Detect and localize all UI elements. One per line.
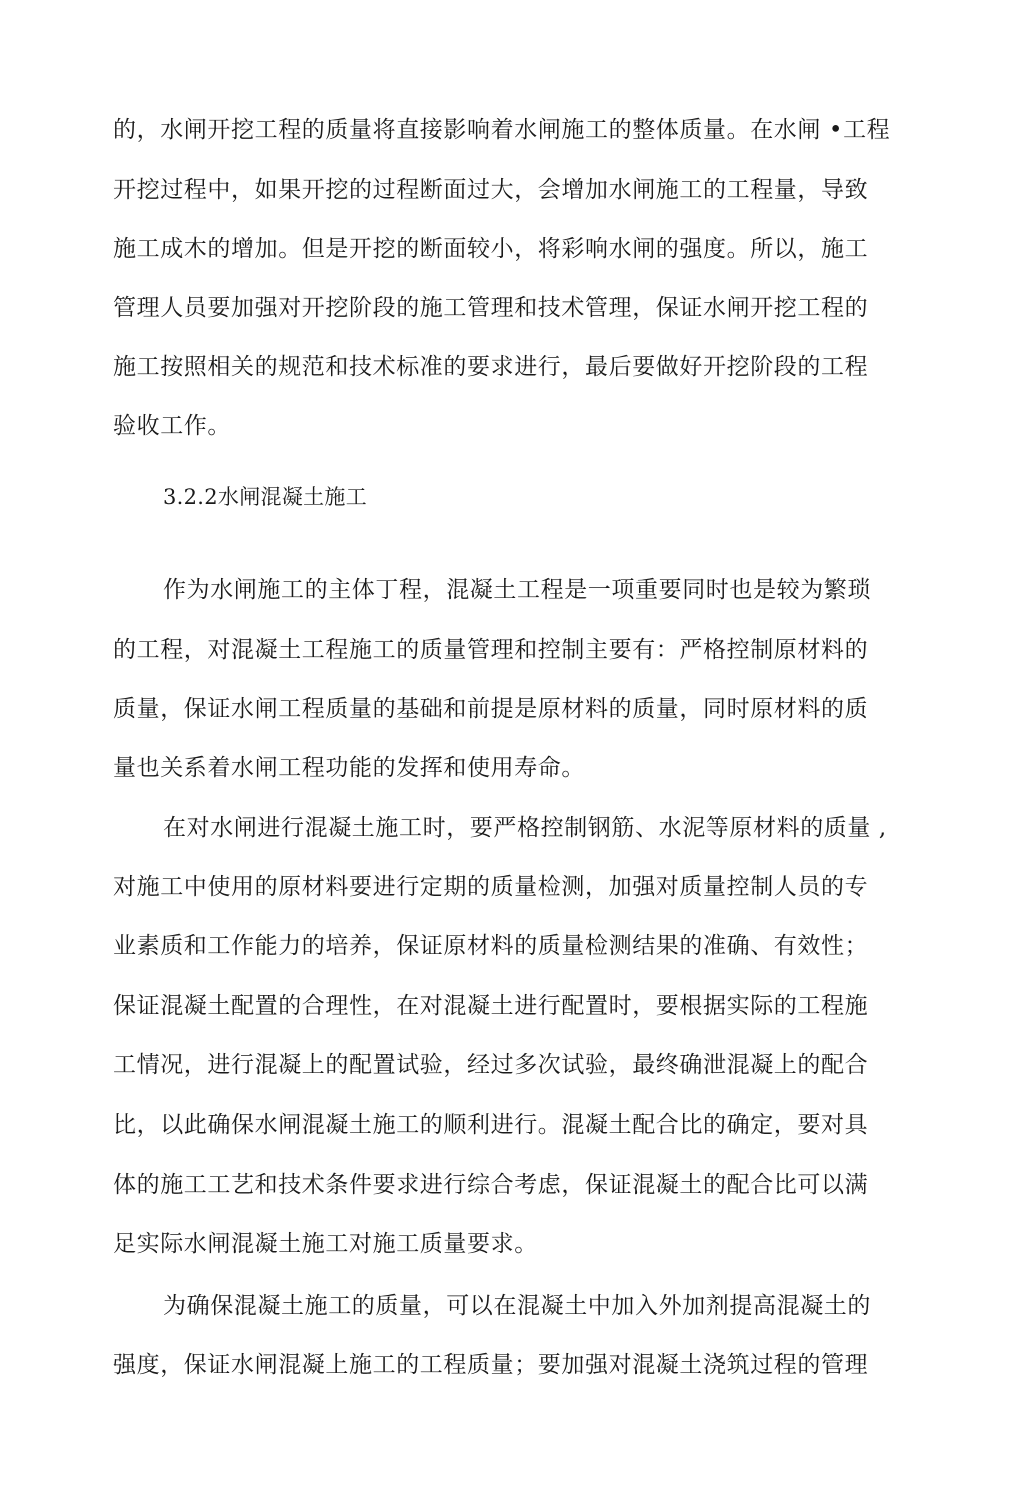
- paragraph-line: 工情况，进行混凝上的配置试验，经过多次试验，最终确泄混凝上的配合: [113, 1052, 869, 1078]
- paragraph-line: 为确保混凝土施工的质量，可以在混凝土中加入外加剂提高混凝土的: [163, 1293, 871, 1319]
- paragraph-line: 比，以此确保水闸混凝土施工的顺利进行。混凝土配合比的确定，要对具: [113, 1112, 869, 1138]
- paragraph-line: 业素质和工作能力的培养，保证原材料的质量检测结果的准确、有效性；: [113, 933, 869, 959]
- paragraph-line: 强度，保证水闸混凝上施工的工程质量；要加强对混凝土浇筑过程的管理: [113, 1352, 869, 1378]
- paragraph-line: 施工按照相关的规范和技术标准的要求进行，最后要做好开挖阶段的工程: [113, 354, 869, 380]
- paragraph-line: 质量，保证水闸工程质量的基础和前提是原材料的质量，同时原材料的质: [113, 696, 869, 722]
- paragraph-line: 体的施工工艺和技术条件要求进行综合考虑，保证混凝土的配合比可以满: [113, 1172, 869, 1198]
- paragraph-line: 作为水闸施工的主体丁程，混凝土工程是一项重要同时也是较为繁琐: [163, 577, 871, 603]
- paragraph-line: 的，水闸开挖工程的质量将直接影响着水闸施工的整体质量。在水闸 •工程: [113, 117, 891, 143]
- paragraph-line: 在对水闸进行混凝土施工时，要严格控制钢筋、水泥等原材料的质量 ,: [163, 815, 887, 841]
- paragraph-line: 开挖过程中，如果开挖的过程断面过大，会增加水闸施工的工程量，导致: [113, 177, 869, 203]
- section-heading: 3.2.2水闸混凝土施工: [163, 485, 368, 509]
- paragraph-line: 保证混凝土配置的合理性，在对混凝土进行配置时，要根据实际的工程施: [113, 993, 869, 1019]
- paragraph-line: 对施工中使用的原材料要进行定期的质量检测，加强对质量控制人员的专: [113, 874, 869, 900]
- paragraph-line: 施工成木的增加。但是开挖的断面较小，将彩响水闸的强度。所以，施工: [113, 236, 869, 262]
- paragraph-line: 验收工作。: [113, 413, 231, 439]
- paragraph-line: 量也关系着水闸工程功能的发挥和使用寿命。: [113, 755, 585, 781]
- paragraph-line: 的工程，对混凝土工程施工的质量管理和控制主要有：严格控制原材料的: [113, 637, 869, 663]
- paragraph-line: 管理人员要加强对开挖阶段的施工管理和技术管理，保证水闸开挖工程的: [113, 295, 869, 321]
- paragraph-line: 足实际水闸混凝土施工对施工质量要求。: [113, 1231, 538, 1257]
